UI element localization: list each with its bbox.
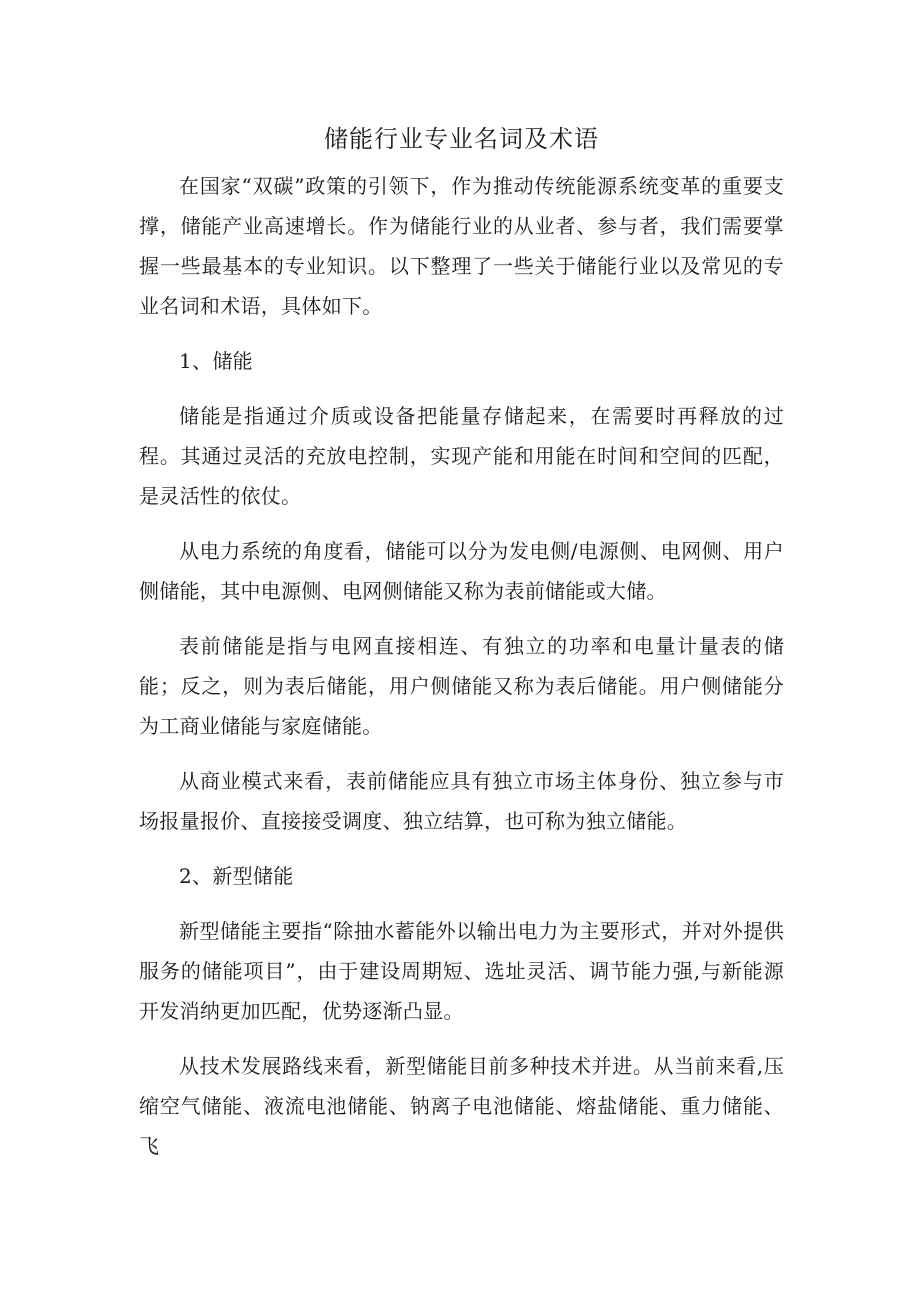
paragraph-power-system-view: 从电力系统的角度看，储能可以分为发电侧/电源侧、电网侧、用户侧储能，其中电源侧、电网侧储能又称为表前储能或大储。 [139, 539, 784, 603]
section-heading-new-energy-storage: 2、新型储能 [179, 864, 294, 888]
paragraph-front-of-meter: 表前储能是指与电网直接相连、有独立的功率和电量计量表的储能；反之，则为表后储能，用户侧储能又称为表后储能。用户侧储能分为工商业储能与家庭储能。 [139, 634, 784, 738]
paragraph-business-model: 从商业模式来看，表前储能应具有独立市场主体身份、独立参与市场报量报价、直接接受调度、独立结算，也可称为独立储能。 [139, 769, 784, 833]
paragraph-new-storage-definition: 新型储能主要指“除抽水蓄能外以输出电力为主要形式，并对外提供服务的储能项目”，由于建设周期短、选址灵活、调节能力强,与新能源开发消纳更加匹配，优势逐渐凸显。 [139, 919, 784, 1023]
paragraph-definition: 储能是指通过介质或设备把能量存储起来，在需要时再释放的过程。其通过灵活的充放电控制，实现产能和用能在时间和空间的匹配，是灵活性的依仗。 [139, 404, 784, 508]
document-body [139, 118, 784, 1181]
section-heading-energy-storage: 1、储能 [179, 349, 253, 373]
intro-paragraph: 在国家“双碳”政策的引领下，作为推动传统能源系统变革的重要支撑，储能产业高速增长。作为储能行业的从业者、参与者，我们需要掌握一些最基本的专业知识。以下整理了一些关于储能行业以及常见的专业名词和术语，具体如下。 [139, 174, 784, 318]
document-title: 储能行业专业名词及术语 [324, 125, 599, 153]
paragraph-technology-routes: 从技术发展路线来看，新型储能目前多种技术并进。从当前来看,压缩空气储能、液流电池储能、钠离子电池储能、熔盐储能、重力储能、飞 [139, 1054, 784, 1158]
